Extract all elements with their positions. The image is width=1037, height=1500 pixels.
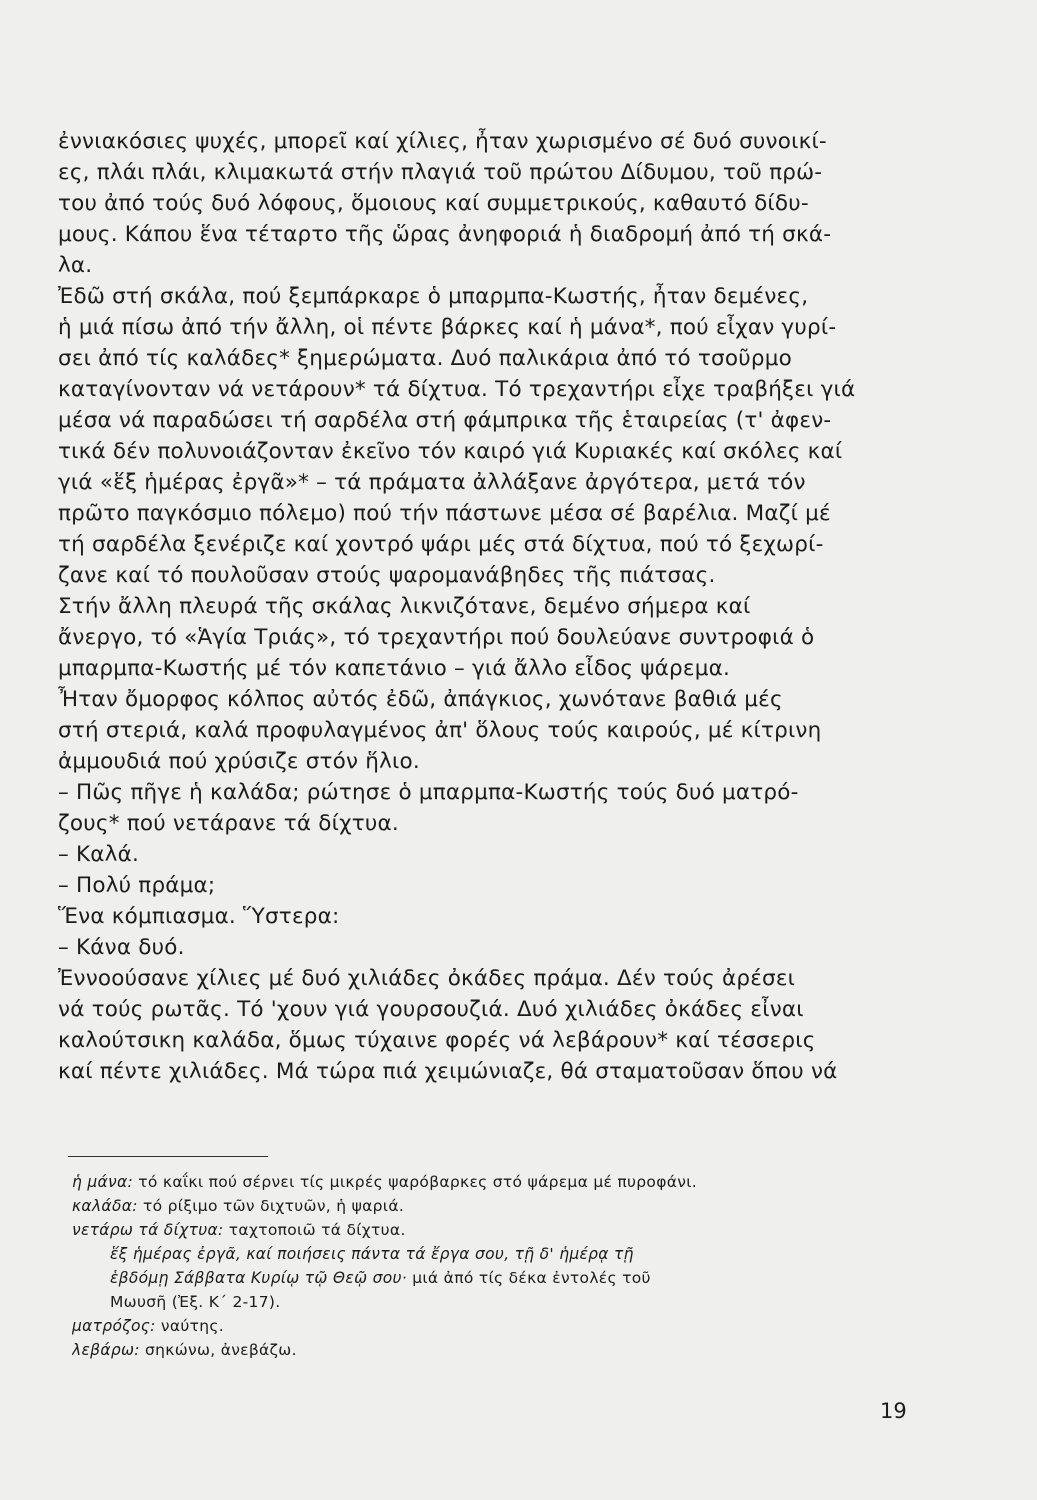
text-line: Ἦταν ὄμορφος κόλπος αὐτός ἐδῶ, ἀπάγκιος, χωνότανε βαθιά μές xyxy=(58,687,783,712)
text-line: Ἐδῶ στή σκάλα, πού ξεμπάρκαρε ὁ μπαρμπα-Κωστής, ἦταν δεμένες, xyxy=(58,284,809,309)
footnote-text: Μωυσῆ (Ἐξ. Κ΄ 2-17). xyxy=(110,1293,281,1311)
text-line: ἀμμουδιά πού χρύσιζε στόν ἥλιο. xyxy=(58,749,420,774)
footnote xyxy=(72,1266,922,1290)
footnote-term: λεβάρω: xyxy=(72,1341,140,1359)
footnote xyxy=(72,1314,922,1338)
footnotes xyxy=(72,1170,922,1362)
footnote xyxy=(72,1218,922,1242)
footnote-term: ἕξ ἡμέρας ἐργᾶ, καί ποιήσεις πάντα τά ἔργα σου, τῇ δ' ἡμέρᾳ τῇ xyxy=(110,1245,634,1263)
text-line: Ἕνα κόμπιασμα. Ὕστερα: xyxy=(58,904,340,929)
text-line: ἡ μιά πίσω ἀπό τήν ἄλλη, οἱ πέντε βάρκες καί ἡ μάνα*, πού εἶχαν γυρί- xyxy=(58,315,837,340)
text-line: καί πέντε χιλιάδες. Μά τώρα πιά χειμώνιαζε, θά σταματοῦσαν ὅπου νά xyxy=(58,1059,838,1084)
text-line: λα. xyxy=(58,253,93,278)
text-line: στή στεριά, καλά προφυλαγμένος ἀπ' ὅλους τούς καιρούς, μέ κίτρινη xyxy=(58,718,822,743)
footnote-text: μιά ἀπό τίς δέκα ἐντολές τοῦ xyxy=(407,1269,651,1287)
footnote-text: ναύτης. xyxy=(155,1317,225,1335)
page-number: 19 xyxy=(880,1399,907,1423)
text-line: τικά δέν πολυνοιάζονταν ἐκεῖνο τόν καιρό γιά Κυριακές καί σκόλες καί xyxy=(58,439,843,464)
footnote xyxy=(72,1290,922,1314)
text-line: μους. Κάπου ἕνα τέταρτο τῆς ὥρας ἀνηφοριά ἡ διαδρομή ἀπό τή σκά- xyxy=(58,222,832,247)
footnote xyxy=(72,1194,922,1218)
text-line: – Πολύ πράμα; xyxy=(58,873,216,898)
footnote-divider xyxy=(68,1156,268,1157)
text-line: του ἀπό τούς δυό λόφους, ὅμοιους καί συμμετρικούς, καθαυτό δίδυ- xyxy=(58,191,809,216)
footnote-term: νετάρω τά δίχτυα: xyxy=(72,1221,224,1239)
text-line: ζους* πού νετάρανε τά δίχτυα. xyxy=(58,811,399,836)
footnote xyxy=(72,1170,922,1194)
text-line: τή σαρδέλα ξενέριζε καί χοντρό ψάρι μές στά δίχτυα, πού τό ξεχωρί- xyxy=(58,532,824,557)
footnote-text: ταχτοποιῶ τά δίχτυα. xyxy=(223,1221,406,1239)
text-line: σει ἀπό τίς καλάδες* ξημερώματα. Δυό παλικάρια ἀπό τό τσοῦρμο xyxy=(58,346,792,371)
footnote-term: ἡ μάνα: xyxy=(72,1173,134,1191)
text-line: μέσα νά παραδώσει τή σαρδέλα στή φάμπρικα τῆς ἑταιρείας (τ' ἀφεν- xyxy=(58,408,832,433)
text-line: ἄνεργο, τό «Ἁγία Τριάς», τό τρεχαντήρι πού δουλεύανε συντροφιά ὁ xyxy=(58,625,815,650)
text-line: – Κάνα δυό. xyxy=(58,935,185,960)
text-line: μπαρμπα-Κωστής μέ τόν καπετάνιο – γιά ἄλλο εἶδος ψάρεμα. xyxy=(58,656,730,681)
footnote-text: τό καΐκι πού σέρνει τίς μικρές ψαρόβαρκες στό ψάρεμα μέ πυροφάνι. xyxy=(133,1173,697,1191)
text-line: – Καλά. xyxy=(58,842,139,867)
text-line: ζανε καί τό πουλοῦσαν στούς ψαρομανάβηδες τῆς πιάτσας. xyxy=(58,563,716,588)
text-line: νά τούς ρωτᾶς. Τό 'χουν γιά γουρσουζιά. Δυό χιλιάδες ὀκάδες εἶναι xyxy=(58,997,804,1022)
text-line: ἐννιακόσιες ψυχές, μπορεῖ καί χίλιες, ἦταν χωρισμένο σέ δυό συνοικί- xyxy=(58,129,827,154)
footnote xyxy=(72,1242,922,1266)
text-line: πρῶτο παγκόσμιο πόλεμο) πού τήν πάστωνε μέσα σέ βαρέλια. Μαζί μέ xyxy=(58,501,831,526)
text-line: Στήν ἄλλη πλευρά τῆς σκάλας λικνιζότανε, δεμένο σήμερα καί xyxy=(58,594,751,619)
footnote-text: σηκώνω, ἀνεβάζω. xyxy=(139,1341,297,1359)
text-line: καταγίνονταν νά νετάρουν* τά δίχτυα. Τό τρεχαντήρι εἶχε τραβήξει γιά xyxy=(58,377,856,402)
footnote-text: τό ρίξιμο τῶν διχτυῶν, ἡ ψαριά. xyxy=(137,1197,405,1215)
footnote-term: καλάδα: xyxy=(72,1197,138,1215)
text-line: ες, πλάι πλάι, κλιμακωτά στήν πλαγιά τοῦ πρώτου Δίδυμου, τοῦ πρώ- xyxy=(58,160,823,185)
text-line: γιά «ἕξ ἡμέρας ἐργᾶ»* – τά πράματα ἀλλάξανε ἀργότερα, μετά τόν xyxy=(58,470,806,495)
text-line: καλούτσικη καλάδα, ὅμως τύχαινε φορές νά λεβάρουν* καί τέσσερις xyxy=(58,1028,816,1053)
footnote xyxy=(72,1338,922,1362)
text-line: – Πῶς πῆγε ἡ καλάδα; ρώτησε ὁ μπαρμπα-Κωστής τούς δυό ματρό- xyxy=(58,780,799,805)
footnote-term: ματρόζος: xyxy=(72,1317,156,1335)
text-line: Ἐννοούσανε χίλιες μέ δυό χιλιάδες ὀκάδες πράμα. Δέν τούς ἀρέσει xyxy=(58,966,796,991)
main-text xyxy=(58,126,898,1087)
footnote-term: ἑβδόμῃ Σάββατα Κυρίῳ τῷ Θεῷ σου· xyxy=(110,1269,407,1287)
